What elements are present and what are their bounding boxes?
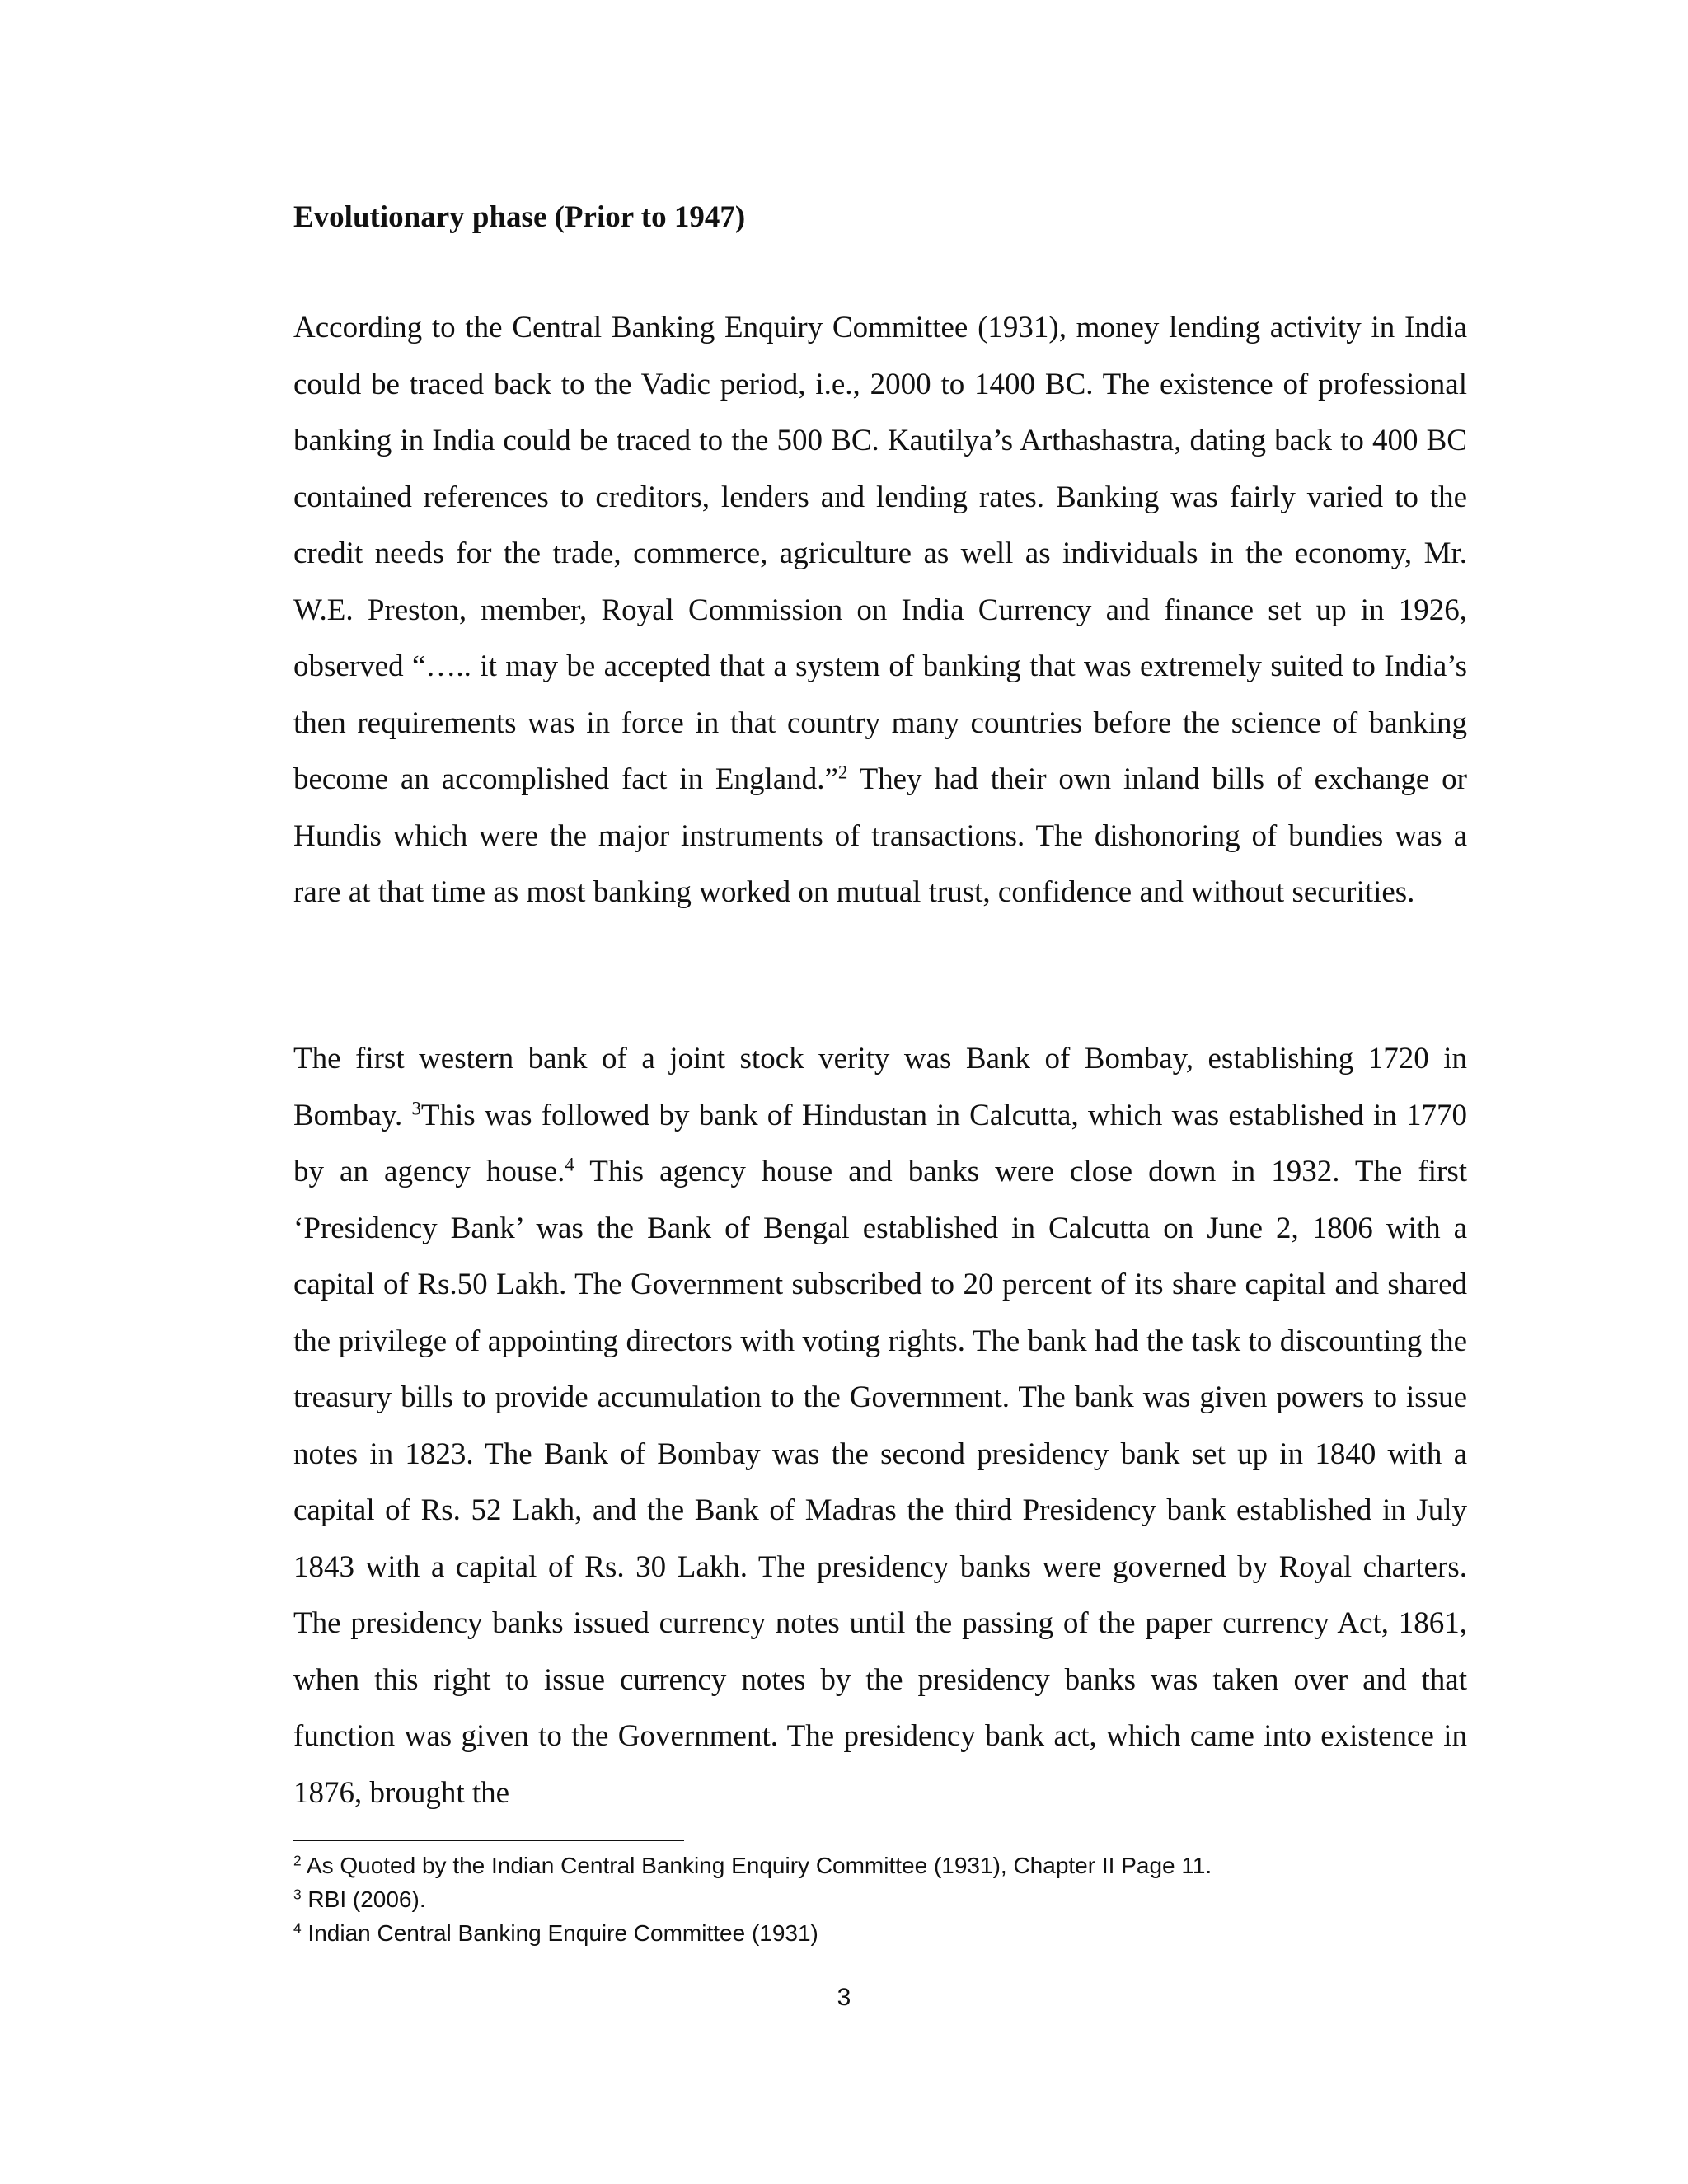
paragraph-2-text-c: This agency house and banks were close down in 1932. The first ‘Presidency Bank’ was the Bank of Bengal established in Calcutta on June 2, 1806 with a capital of Rs.50 Lakh. The Government subscribed to 20 percent of its share capital and shared the privilege of appointing directors with voting rights. The bank had the task to discounting the treasury bills to provide accumulation to the Government. The bank was given powers to issue notes in 1823. The Bank of Bombay was the second presidency bank set up in 1840 with a capital of Rs. 52 Lakh, and the Bank of Madras the third Presidency bank established in July 1843 with a capital of Rs. 30 Lakh. The presidency banks were governed by Royal charters. The presidency banks issued currency notes until the passing of the paper currency Act, 1861, when this right to issue currency notes by the presidency banks was taken over and that function was given to the Government. The presidency bank act, which came into existence in 1876, brought the [293,1155,1467,1810]
footnote-3 [293,1882,1467,1916]
footnote-number: 4 [293,1919,302,1937]
paragraph-2-text-a: The first western bank of a joint stock verity was Bank of Bombay, establishing 1720 in Bombay. [293,1042,1467,1132]
footnote-text: Indian Central Banking Enquire Committee (1931) [301,1920,818,1946]
footnote-number: 2 [293,1852,302,1869]
section-heading: Evolutionary phase (Prior to 1947) [293,200,746,234]
footnote-text: As Quoted by the Indian Central Banking Enquiry Committee (1931), Chapter II Page 11. [301,1853,1212,1878]
footnote-4 [293,1916,1467,1950]
footnote-text: RBI (2006). [301,1886,426,1912]
paragraph-2-text-b: This was followed by bank of Hindustan in Calcutta, which was established in 1770 by an agency house. [293,1098,1467,1188]
footnote-ref-4: 4 [565,1154,574,1175]
footnote-ref-2: 2 [837,762,848,783]
paragraph-1-text-a: According to the Central Banking Enquiry Committee (1931), money lending activity in India could be traced back to the Vadic period, i.e., 2000 to 1400 BC. The existence of professional banking in India could be traced to the 500 BC. Kautilya’s Arthashastra, dating back to 400 BC contained references to creditors, lenders and lending rates. Banking was fairly varied to the credit needs for the trade, commerce, agriculture as well as individuals in the economy, Mr. W.E. Preston, member, Royal Commission on India Currency and finance set up in 1926, observed “….. it may be accepted that a system of banking that was extremely suited to India’s then requirements was in force in that country many countries before the science of banking become an accomplished fact in England.” [293,311,1467,796]
footnote-number: 3 [293,1886,302,1903]
footnotes [293,1849,1467,1950]
footnote-ref-3: 3 [411,1097,421,1118]
page-number: 3 [837,1984,851,2011]
paragraph-2 [293,1031,1467,1821]
paragraph-1-text-b: They had their own inland bills of exchange or Hundis which were the major instruments of transactions. The dishonoring of bundies was a rare at that time as most banking worked on mutual trust, confidence and without securities. [293,762,1467,909]
footnote-separator [293,1840,684,1841]
paragraph-1 [293,300,1467,921]
footnote-2 [293,1849,1467,1882]
